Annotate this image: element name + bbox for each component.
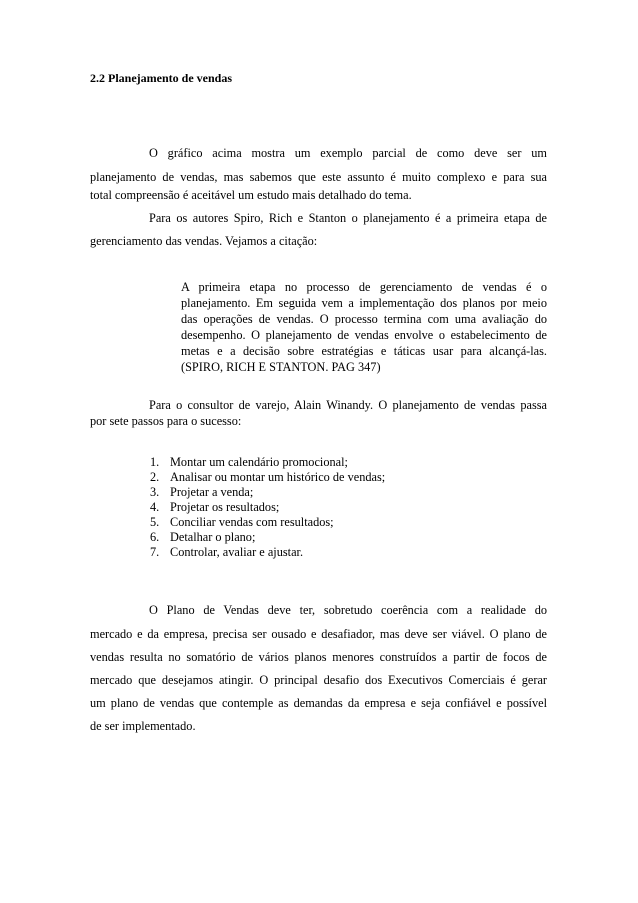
list-item	[150, 515, 334, 530]
list-text: Montar um calendário promocional;	[170, 455, 348, 469]
text-line: total compreensão é aceitável um estudo mais detalhado do tema.	[90, 188, 412, 202]
list-number: 5.	[150, 515, 160, 529]
list-text: Analisar ou montar um histórico de vendas;	[170, 470, 386, 484]
text-line: O Plano de Vendas deve ter, sobretudo coerência com a realidade do	[149, 603, 547, 617]
text-line: mercado que desejamos atingir. O principal desafio dos Executivos Comerciais é gerar	[90, 673, 547, 687]
text-line: Para o consultor de varejo, Alain Winandy. O planejamento de vendas passa	[149, 398, 547, 412]
list-item	[150, 485, 253, 500]
list-text: Conciliar vendas com resultados;	[170, 515, 334, 529]
quote-line: A primeira etapa no processo de gerenciamento de vendas é o	[181, 280, 547, 294]
quote-line: metas e a decisão sobre estratégias e táticas usar para alcançá-las.	[181, 344, 547, 358]
list-text: Controlar, avaliar e ajustar.	[170, 545, 304, 559]
list-text: Projetar os resultados;	[170, 500, 280, 514]
list-text: Detalhar o plano;	[170, 530, 256, 544]
text-line: O gráfico acima mostra um exemplo parcial de como deve ser um	[149, 146, 547, 160]
list-text: Projetar a venda;	[170, 485, 254, 499]
list-number: 4.	[150, 500, 160, 514]
list-number: 6.	[150, 530, 160, 544]
list-number: 7.	[150, 545, 160, 559]
text-line: de ser implementado.	[90, 719, 196, 733]
list-number: 3.	[150, 485, 160, 499]
text-line: um plano de vendas que contemple as demandas da empresa e seja confiável e possível	[90, 696, 547, 710]
list-item	[150, 530, 255, 545]
text-line: mercado e da empresa, precisa ser ousado e desafiador, mas deve ser viável. O plano de	[90, 627, 547, 641]
list-item	[150, 470, 385, 485]
list-number: 2.	[150, 470, 160, 484]
section-heading: 2.2 Planejamento de vendas	[90, 71, 232, 85]
text-line: Para os autores Spiro, Rich e Stanton o planejamento é a primeira etapa de	[149, 211, 547, 225]
text-line: por sete passos para o sucesso:	[90, 414, 242, 428]
quote-line: desempenho. O planejamento de vendas envolve o estabelecimento de	[181, 328, 547, 342]
quote-line: planejamento. Em seguida vem a implementação dos planos por meio	[181, 296, 547, 310]
quote-citation: (SPIRO, RICH E STANTON. PAG 347)	[181, 360, 381, 374]
list-item	[150, 500, 279, 515]
quote-line: das operações de vendas. O processo termina com uma avaliação do	[181, 312, 547, 326]
text-line: planejamento de vendas, mas sabemos que este assunto é muito complexo e para sua	[90, 170, 547, 184]
text-line: vendas resulta no somatório de vários planos menores construídos a partir de focos de	[90, 650, 547, 664]
list-item	[150, 455, 348, 470]
text-line: gerenciamento das vendas. Vejamos a citação:	[90, 234, 318, 248]
list-item	[150, 545, 303, 560]
list-number: 1.	[150, 455, 160, 469]
